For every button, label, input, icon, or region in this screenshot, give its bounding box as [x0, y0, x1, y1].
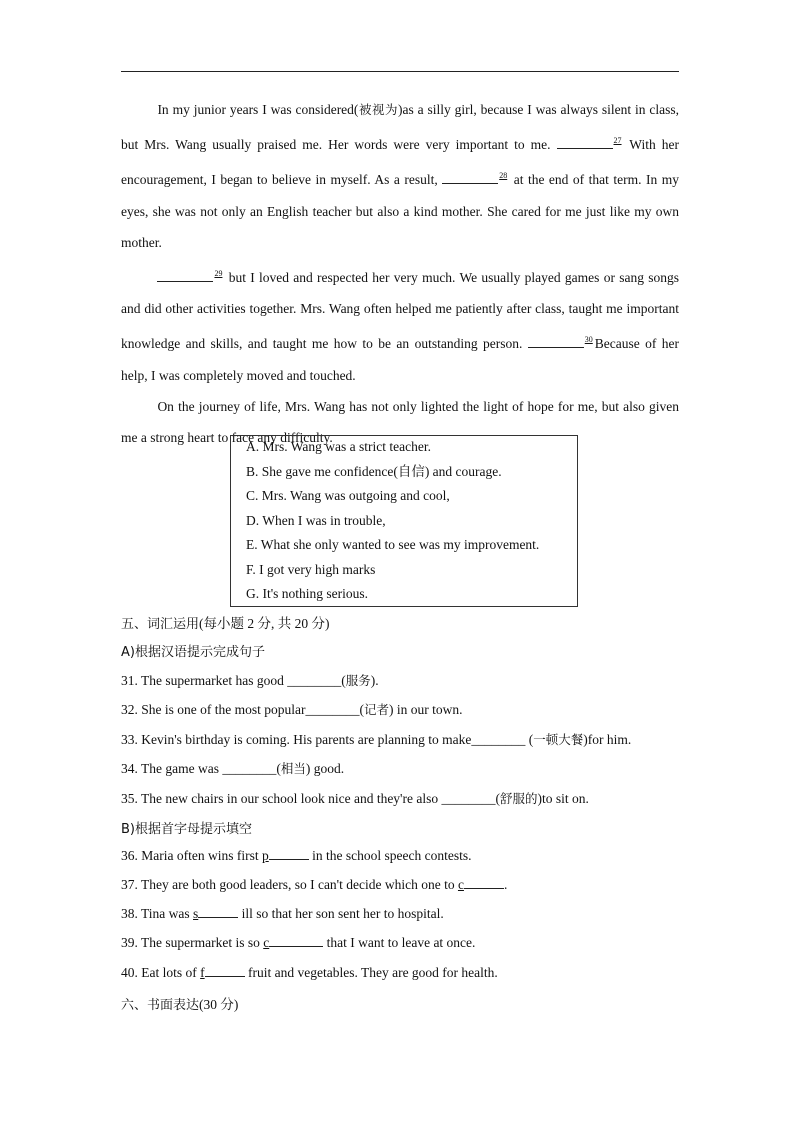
option-d: D. When I was in trouble,: [246, 512, 386, 528]
question-36: 36. Maria often wins first p in the school speech contests.: [121, 848, 472, 863]
question-number-28: 28: [499, 171, 508, 181]
question-number-29: 29: [214, 269, 223, 279]
option-a: A. Mrs. Wang was a strict teacher.: [246, 439, 431, 454]
part-b-heading: B)根据首字母提示填空: [121, 822, 252, 837]
question-38: 38. Tina was s ill so that her son sent her to hospital.: [121, 906, 444, 921]
question-32: 32. She is one of the most popular________(记者) in our town.: [121, 702, 463, 717]
options-box: [230, 435, 578, 607]
question-31: 31. The supermarket has good ________(服务).: [121, 673, 379, 688]
blank-27[interactable]: [557, 135, 613, 149]
blank-28[interactable]: [442, 170, 498, 184]
section-6-title: 六、书面表达(30 分): [121, 997, 239, 1013]
option-e: E. What she only wanted to see was my improvement.: [246, 537, 540, 552]
question-40: 40. Eat lots of f fruit and vegetables. They are good for health.: [121, 965, 498, 980]
option-g: G. It's nothing serious.: [246, 586, 369, 601]
option-b: B. She gave me confidence(自信) and courage.: [246, 463, 502, 479]
question-37: 37. They are both good leaders, so I can't decide which one to c .: [121, 877, 508, 892]
passage-paragraph-2: $^{29}$ but I loved and respected her very much. We usually played games or sang songs and did other activities together. Mrs. Wang often helped me patiently after class, taught me important knowledge and skills, and taught me how to be an outstanding person. $^{30}$ Because of her help, I was completely moved and touched.: [121, 269, 679, 383]
blank-36[interactable]: [269, 847, 309, 860]
question-34: 34. The game was ________(相当) good.: [121, 761, 345, 776]
blank-37[interactable]: [464, 876, 504, 889]
option-f: F. I got very high marks: [246, 561, 376, 577]
question-39: 39. The supermarket is so c that I want to leave at once.: [121, 935, 476, 950]
question-33: 33. Kevin's birthday is coming. His parents are planning to make________ (一顿大餐)for him.: [121, 732, 632, 747]
section-5-title: 五、词汇运用(每小题 2 分, 共 20 分): [121, 616, 330, 632]
blank-39[interactable]: [269, 934, 323, 947]
reading-passage: [121, 94, 679, 453]
question-number-30: 30: [584, 335, 593, 345]
blank-29[interactable]: [157, 268, 213, 282]
question-number-27: 27: [613, 136, 622, 146]
passage-paragraph-1: In my junior years I was considered(被视为)as a silly girl, because I was always silent in class, but Mrs. Wang usually praised me. Her words were very important to me. $^{27}$ With her encouragement, I began to believe in myself. As a result, $^{28}$ at the end of that term. In my eyes, she was not only an English teacher but also a kind mother. She cared for me just like my own mother.: [121, 102, 679, 250]
blank-38[interactable]: [198, 905, 238, 918]
blank-30[interactable]: [528, 334, 584, 348]
header-rule: [121, 71, 679, 72]
blank-40[interactable]: [205, 964, 245, 977]
part-a-heading: A)根据汉语提示完成句子: [121, 645, 265, 660]
question-35: 35. The new chairs in our school look nice and they're also ________(舒服的)to sit on.: [121, 791, 589, 806]
option-c: C. Mrs. Wang was outgoing and cool,: [246, 488, 450, 503]
passage-paragraph-3: On the journey of life, Mrs. Wang has not only lighted the light of hope for me, but also given me a strong heart to face any difficulty.: [121, 398, 679, 446]
